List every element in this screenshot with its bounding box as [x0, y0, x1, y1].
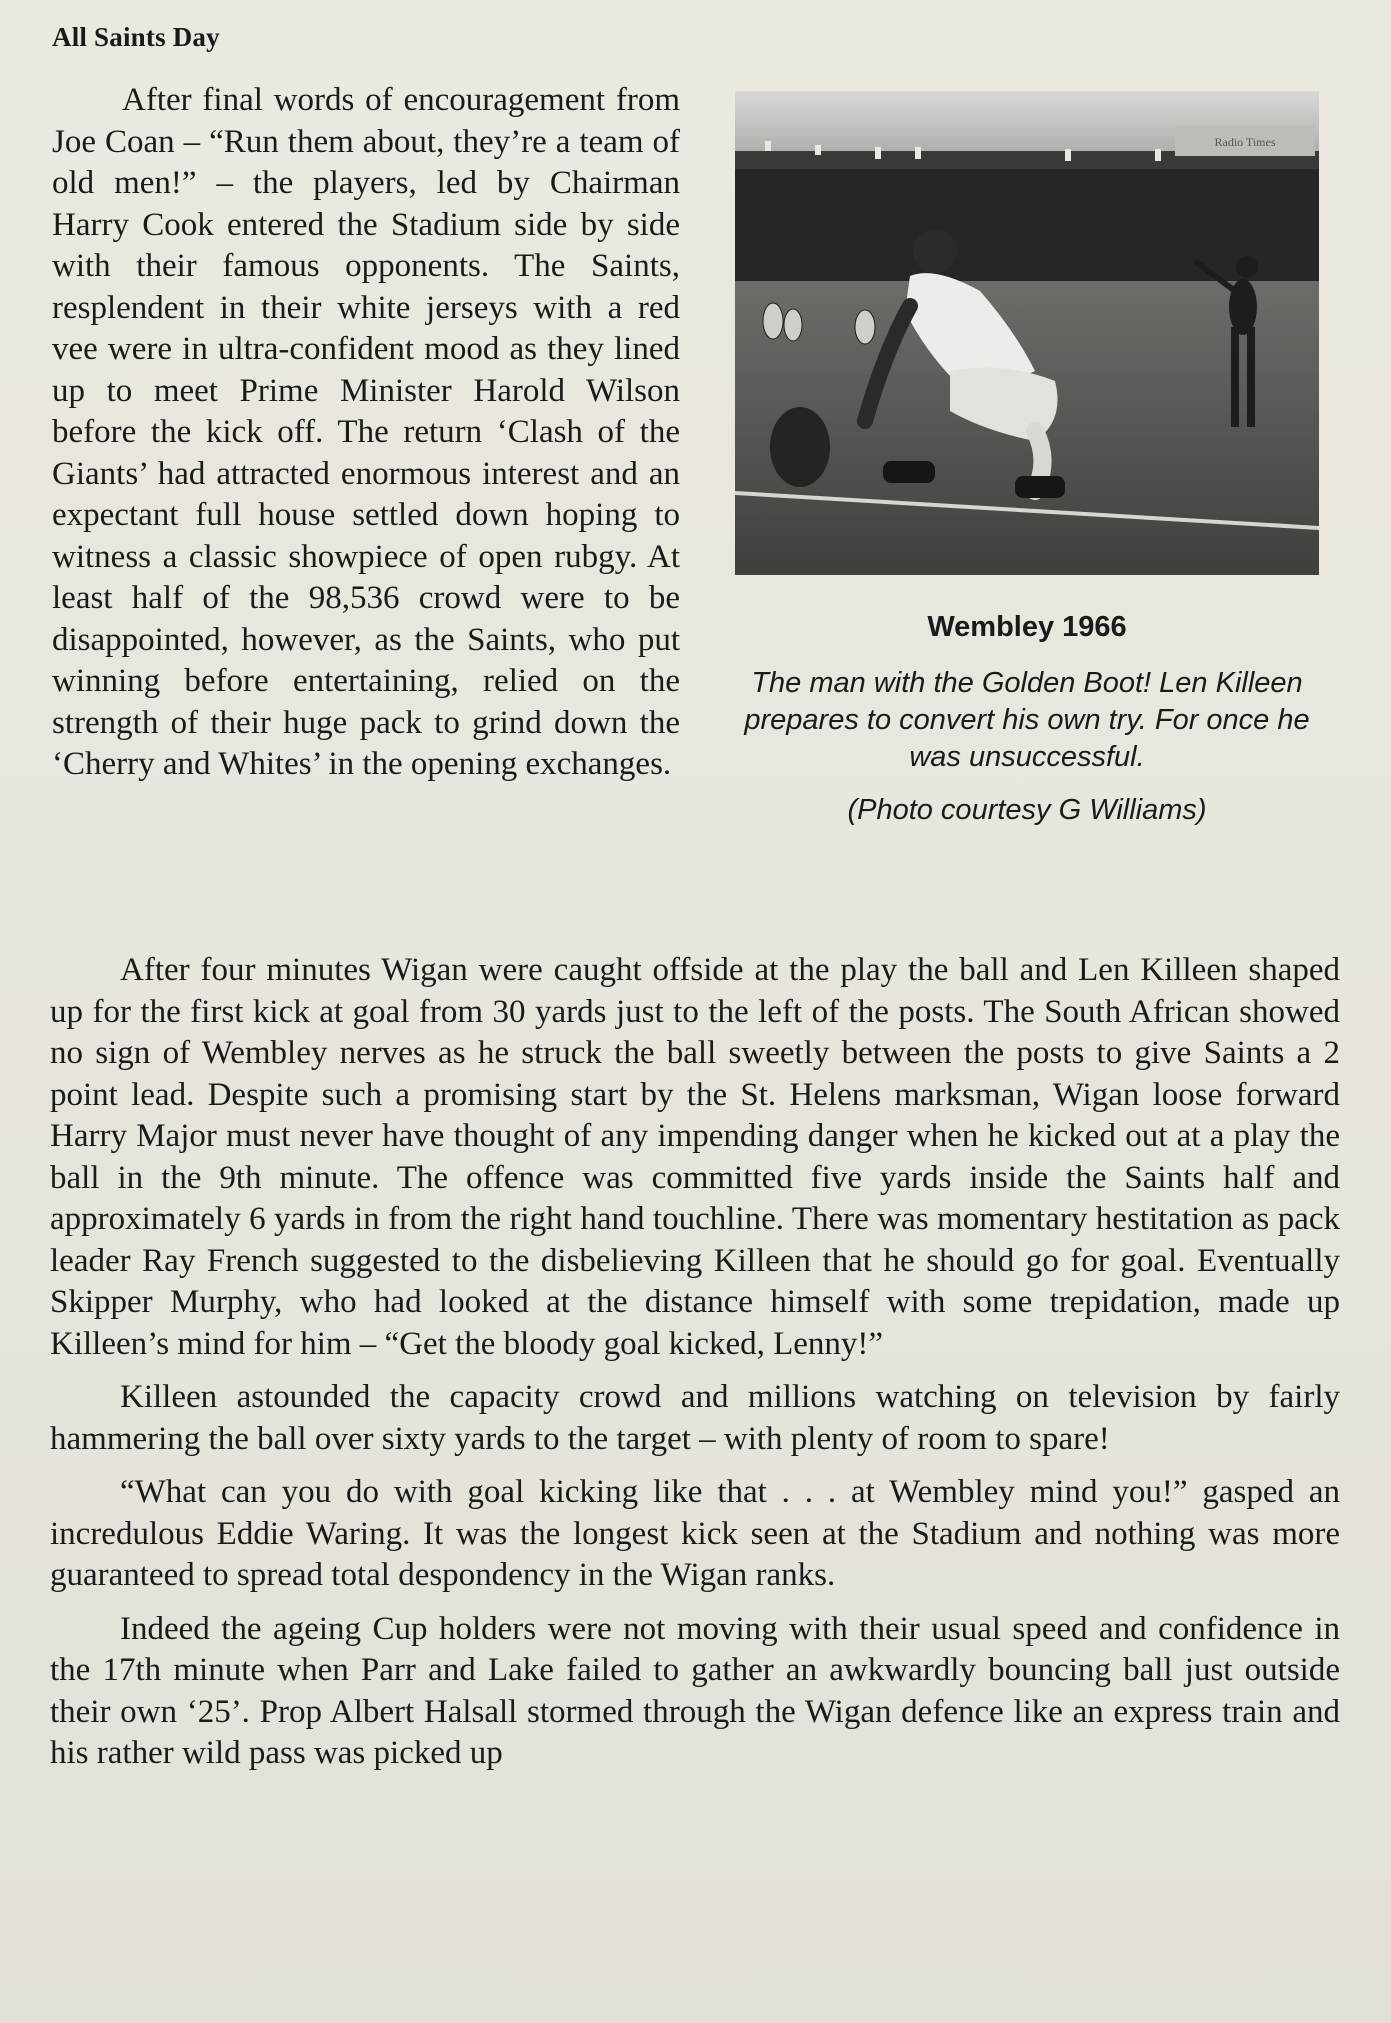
paragraph: “What can you do with goal kicking like that . . . at Wembley mind you!” gasped an incredulous Eddie Waring. It was the longest kick seen at the Stadium and nothing was more guaranteed to spread total despondency in the Wigan ranks. [50, 1474, 1340, 1593]
caption-text: The man with the Golden Boot! Len Killeen prepares to convert his own try. For once he was unsuccessful. [744, 667, 1310, 773]
running-head: All Saints Day [52, 22, 220, 52]
photo-illustration [735, 91, 1319, 575]
wembley-photo [735, 91, 1319, 575]
column-paragraph: After final words of encouragement from Joe Coan – “Run them about, they’re a team of old men!” – the players, led by Chairman Harry Cook entered the Stadium side by side with their famous opponents. The Saints, resplendent in their white jerseys with a red vee were in ultra-confident mood as they lined up to meet Prime Minister Harold Wilson before the kick off. The return ‘Clash of the Giants’ had attracted enormous interest and an expectant full house settled down hoping to witness a classic showpiece of open rubgy. At least half of the 98,536 crowd were to be disappointed, however, as the Saints, who put winning before entertaining, relied on the strength of their huge pack to grind down the ‘Cherry and Whites’ in the opening exchanges. [52, 82, 680, 782]
paragraph: Killeen astounded the capacity crowd and millions watching on television by fairly hammering the ball over sixty yards to the target – with plenty of room to spare! [50, 1379, 1340, 1457]
caption-credit: (Photo courtesy G Williams) [847, 794, 1207, 826]
paragraph: Indeed the ageing Cup holders were not moving with their usual speed and confidence in the 17th minute when Parr and Lake failed to gather an awkwardly bouncing ball just outside their own ‘25’. Prop Albert Halsall stormed through the Wigan defence like an express train and his rather wild pass was picked up [50, 1610, 1340, 1771]
paragraph: After four minutes Wigan were caught offside at the play the ball and Len Killeen shaped up for the first kick at goal from 30 yards just to the left of the posts. The South African showed no sign of Wembley nerves as he struck the ball sweetly between the posts to give Saints a 2 point lead. Despite such a promising start by the St. Helens marksman, Wigan loose forward Harry Major must never have thought of any impending danger when he kicked out at a play the ball in the 9th minute. The offence was committed five yards inside the Saints half and approximately 6 yards in from the right hand touchline. There was momentary hestitation as pack leader Ray French suggested to the disbelieving Killeen that he should go for goal. Eventually Skipper Murphy, who had looked at the distance himself with some trepidation, made up Killeen’s mind for him – “Get the bloody goal kicked, Lenny!” [50, 952, 1340, 1362]
body-text [50, 950, 1340, 1787]
caption-title: Wembley 1966 [927, 611, 1127, 643]
photo-signage: Radio Times [1214, 135, 1276, 149]
